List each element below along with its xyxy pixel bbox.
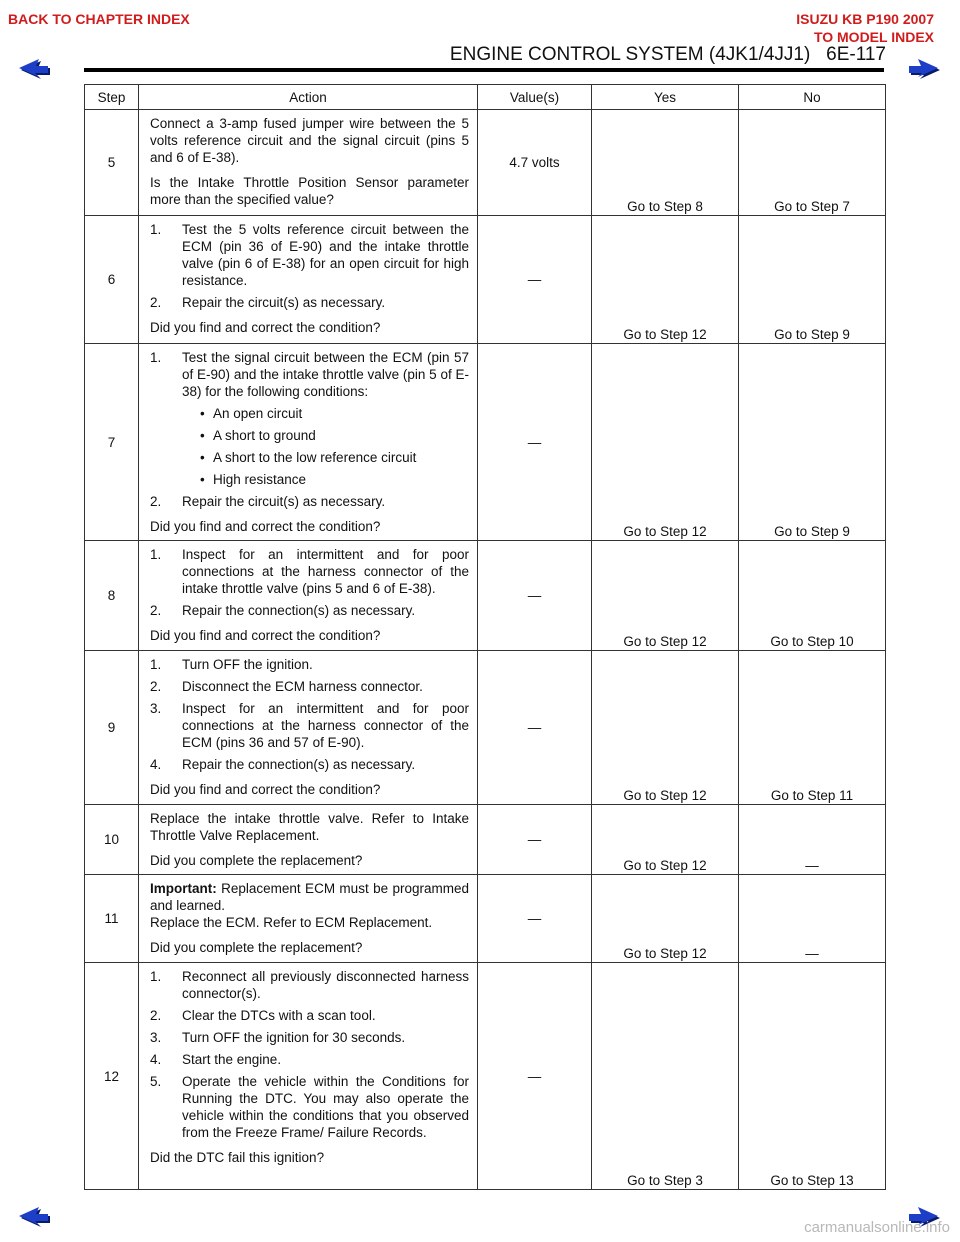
value-cell: — <box>478 216 592 344</box>
next-page-arrow-icon[interactable] <box>908 58 942 80</box>
action-list-item: 1. Inspect for an intermittent and for poor connections at the harness connector of the intake throttle valve (pins 5 and 6 of E-38). <box>150 547 469 596</box>
go-to-step-link[interactable]: Go to Step 12 <box>623 788 707 803</box>
action-list-item: 3. Inspect for an intermittent and for poor connections at the harness connector of the ECM (pins 36 and 57 of E-90). <box>150 701 469 750</box>
step-number: 7 <box>85 344 139 541</box>
value-cell: — <box>478 963 592 1190</box>
go-to-step-link[interactable]: Go to Step 8 <box>627 199 703 214</box>
header-yes: Yes <box>592 85 739 110</box>
no-cell <box>739 216 886 344</box>
go-to-step-link[interactable]: Go to Step 9 <box>774 524 850 539</box>
value-cell: — <box>478 344 592 541</box>
yes-cell <box>592 651 739 805</box>
action-list-item: 2. Repair the circuit(s) as necessary. <box>150 295 386 310</box>
step-number: 6 <box>85 216 139 344</box>
to-model-index-link[interactable]: TO MODEL INDEX <box>813 29 934 45</box>
action-list-item: 1. Turn OFF the ignition. <box>150 657 313 672</box>
go-to-step-link[interactable]: Go to Step 12 <box>623 524 707 539</box>
header-rule <box>84 68 884 72</box>
action-text: Replace the ECM. Refer to ECM Replacement. <box>150 915 433 930</box>
header-action: Action <box>139 85 478 110</box>
brand-title: ISUZU KB P190 2007 <box>796 11 934 27</box>
header-values: Value(s) <box>478 85 592 110</box>
prev-page-arrow-icon[interactable] <box>17 58 51 80</box>
value-cell: 4.7 volts <box>478 110 592 216</box>
value-cell: — <box>478 541 592 651</box>
action-question: Did you find and correct the condition? <box>150 782 381 797</box>
value-cell: — <box>478 805 592 875</box>
table-header-row <box>85 85 886 110</box>
step-number: 12 <box>85 963 139 1190</box>
no-cell: — <box>739 875 886 963</box>
page-title: ENGINE CONTROL SYSTEM (4JK1/4JJ1) <box>449 44 811 65</box>
go-to-step-link[interactable]: Go to Step 9 <box>774 327 850 342</box>
table-row <box>85 875 886 963</box>
step-number: 11 <box>85 875 139 963</box>
table-row <box>85 651 886 805</box>
yes-cell <box>592 344 739 541</box>
header-step: Step <box>85 85 139 110</box>
yes-cell <box>592 805 739 875</box>
go-to-step-link[interactable]: Go to Step 12 <box>623 946 707 961</box>
no-cell <box>739 110 886 216</box>
go-to-step-link[interactable]: Go to Step 12 <box>623 634 707 649</box>
action-list-item: 2. Clear the DTCs with a scan tool. <box>150 1008 376 1023</box>
condition-bullet: • An open circuit <box>200 406 303 421</box>
condition-bullet: • A short to ground <box>200 428 316 443</box>
go-to-step-link[interactable]: Go to Step 13 <box>770 1173 854 1188</box>
action-cell <box>139 216 478 344</box>
condition-bullet: • High resistance <box>200 472 307 487</box>
yes-cell <box>592 875 739 963</box>
value-cell: — <box>478 875 592 963</box>
page-header <box>450 44 886 66</box>
no-cell <box>739 963 886 1190</box>
no-cell <box>739 541 886 651</box>
no-cell <box>739 651 886 805</box>
action-question: Is the Intake Throttle Position Sensor parameter more than the specified value? <box>150 175 469 207</box>
table-row <box>85 963 886 1190</box>
action-list-item: 2. Repair the connection(s) as necessary. <box>150 603 416 618</box>
table-row <box>85 216 886 344</box>
table-row <box>85 110 886 216</box>
watermark: carmanualsonline.info <box>804 1219 950 1236</box>
action-list-item: 2. Repair the circuit(s) as necessary. <box>150 494 386 509</box>
condition-bullet: • A short to the low reference circuit <box>200 450 417 465</box>
important-label: Important: <box>150 881 217 896</box>
header-no: No <box>739 85 886 110</box>
go-to-step-link[interactable]: Go to Step 12 <box>623 327 707 342</box>
go-to-step-link[interactable]: Go to Step 11 <box>770 788 854 803</box>
action-list-item: 3. Turn OFF the ignition for 30 seconds. <box>150 1030 406 1045</box>
action-list-item: 5. Operate the vehicle within the Conditions for Running the DTC. You may also operate the vehicle within the conditions that you observed from the Freeze Frame/ Failure Records. <box>150 1074 469 1140</box>
yes-cell <box>592 110 739 216</box>
yes-cell <box>592 541 739 651</box>
page-number: 6E-117 <box>826 44 886 65</box>
step-number: 8 <box>85 541 139 651</box>
table-row <box>85 805 886 875</box>
go-to-step-link[interactable]: Go to Step 12 <box>623 858 707 873</box>
action-list-item: 1. Test the 5 volts reference circuit between the ECM (pin 36 of E-90) and the intake throttle valve (pin 6 of E-38) for an open circuit for high resistance. <box>150 222 469 288</box>
action-question: Did the DTC fail this ignition? <box>150 1150 325 1165</box>
action-cell <box>139 541 478 651</box>
step-number: 5 <box>85 110 139 216</box>
action-list-item: 4. Start the engine. <box>150 1052 282 1067</box>
action-question: Did you find and correct the condition? <box>150 628 381 643</box>
value-cell: — <box>478 651 592 805</box>
step-number: 10 <box>85 805 139 875</box>
go-to-step-link[interactable]: Go to Step 7 <box>774 199 850 214</box>
action-text: Connect a 3-amp fused jumper wire between the 5 volts reference circuit and the signal circuit (pins 5 and 6 of E-38). <box>150 116 469 165</box>
action-question: Did you find and correct the condition? <box>150 519 381 534</box>
no-cell <box>739 344 886 541</box>
action-cell <box>139 963 478 1190</box>
step-number: 9 <box>85 651 139 805</box>
important-note: Important: Replacement ECM must be programmed and learned. <box>150 881 469 913</box>
action-list-item: 1. Reconnect all previously disconnected harness connector(s). <box>150 969 469 1001</box>
action-text: Replace the intake throttle valve. Refer to Intake Throttle Valve Replacement. <box>150 811 469 843</box>
yes-cell <box>592 963 739 1190</box>
action-question: Did you complete the replacement? <box>150 853 363 868</box>
action-cell <box>139 344 478 541</box>
action-cell <box>139 110 478 216</box>
back-to-chapter-index-link[interactable]: BACK TO CHAPTER INDEX <box>8 11 190 27</box>
prev-page-arrow-icon-bottom[interactable] <box>17 1206 51 1228</box>
action-cell <box>139 651 478 805</box>
action-question: Did you find and correct the condition? <box>150 320 381 335</box>
table-row <box>85 344 886 541</box>
yes-cell <box>592 216 739 344</box>
action-list-item: 1. Test the signal circuit between the ECM (pin 57 of E-90) and the intake throttle valve (pin 5 of E-38) for the following conditions: <box>150 350 469 399</box>
no-cell: — <box>739 805 886 875</box>
diagnostic-steps-table <box>84 84 886 1190</box>
table-row <box>85 541 886 651</box>
action-question: Did you complete the replacement? <box>150 940 363 955</box>
go-to-step-link[interactable]: Go to Step 3 <box>627 1173 703 1188</box>
go-to-step-link[interactable]: Go to Step 10 <box>770 634 854 649</box>
action-list-item: 4. Repair the connection(s) as necessary. <box>150 757 416 772</box>
action-cell <box>139 805 478 875</box>
action-cell <box>139 875 478 963</box>
action-list-item: 2. Disconnect the ECM harness connector. <box>150 679 423 694</box>
